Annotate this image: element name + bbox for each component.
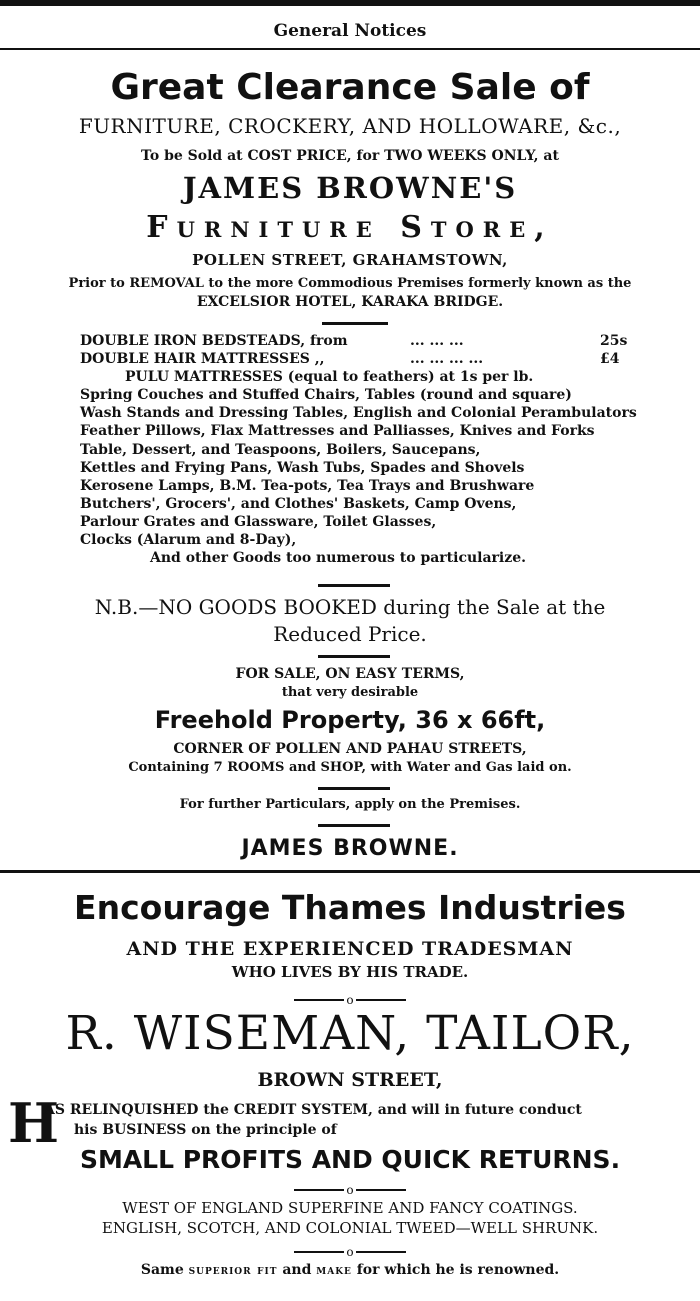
dot-leaders: ... ... ... ... xyxy=(410,351,484,368)
closing-line xyxy=(0,1260,700,1281)
pulu-line: PULU MATTRESSES (equal to feathers) at 1s per lb. xyxy=(125,369,534,386)
item-label: DOUBLE HAIR MATTRESSES ,, xyxy=(80,351,325,368)
ad-divider xyxy=(0,870,700,873)
goods-line: Table, Dessert, and Teaspoons, Boilers, Saucepans, xyxy=(80,441,481,458)
nb-line-1: N.B.—NO GOODS BOOKED during the Sale at the xyxy=(94,595,606,619)
item-label: DOUBLE IRON BEDSTEADS, from xyxy=(80,333,348,349)
price-list xyxy=(80,332,690,567)
ad2-headline: Encourage Thames Industries xyxy=(74,888,626,927)
short-rule xyxy=(318,655,390,658)
goods-line: Feather Pillows, Flax Mattresses and Palliasses, Knives and Forks xyxy=(80,423,595,440)
goods-line: Kerosene Lamps, B.M. Tea-pots, Tea Trays and Brushware xyxy=(80,477,535,494)
goods-line: Parlour Grates and Glassware, Toilet Glasses, xyxy=(80,513,437,530)
short-rule xyxy=(318,787,390,790)
tailor-street: BROWN STREET, xyxy=(257,1069,443,1091)
closing-text-3: for which he is renowned. xyxy=(356,1262,560,1278)
goods-line: Kettles and Frying Pans, Wash Tubs, Spades and Shovels xyxy=(80,459,525,476)
closing-text-1: Same xyxy=(140,1262,184,1278)
short-rule xyxy=(318,584,390,587)
sale-terms: FOR SALE, ON EASY TERMS, xyxy=(235,666,465,682)
ad1-subhead: FURNITURE, CROCKERY, AND HOLLOWARE, &c., xyxy=(78,114,622,138)
drop-cap: H xyxy=(8,1091,60,1155)
goods-line: Butchers', Grocers', and Clothes' Baskets, Camp Ovens, xyxy=(80,495,517,512)
tweed-line: ENGLISH, SCOTCH, AND COLONIAL TWEED—WELL SHRUNK. xyxy=(101,1219,599,1237)
price-item xyxy=(80,332,690,350)
o-separator-mark: o xyxy=(346,1244,354,1259)
dot-leaders: ... ... ... xyxy=(410,333,464,349)
ad1-address: POLLEN STREET, GRAHAMSTOWN, xyxy=(192,251,508,269)
corner-line: CORNER OF POLLEN AND PAHAU STREETS, xyxy=(173,741,527,757)
price-item xyxy=(80,350,690,368)
tailor-body-2: his BUSINESS on the principle of xyxy=(74,1122,337,1138)
short-rule xyxy=(322,322,388,325)
ad1-signature: JAMES BROWNE. xyxy=(241,836,459,861)
tailor-name: R. WISEMAN, TAILOR, xyxy=(65,1006,635,1061)
ad2-line-1: AND THE EXPERIENCED TRADESMAN xyxy=(126,938,574,960)
ad1-terms: To be Sold at COST PRICE, for TWO WEEKS ONLY, at xyxy=(141,148,559,164)
header-rule xyxy=(0,48,700,50)
closing-superior-fit: superior fit xyxy=(188,1263,278,1278)
nb-line-2: Reduced Price. xyxy=(273,622,427,646)
closing-text-2: and xyxy=(282,1262,312,1278)
item-price: £4 xyxy=(600,351,620,368)
ad1-owner: JAMES BROWNE'S xyxy=(182,171,518,205)
section-title: General Notices xyxy=(273,21,427,41)
ad1-headline: Great Clearance Sale of xyxy=(110,67,590,108)
containing-line: Containing 7 ROOMS and SHOP, with Water and Gas laid on. xyxy=(128,760,572,775)
particulars-line: For further Particulars, apply on the Premises. xyxy=(179,797,521,812)
goods-line: Spring Couches and Stuffed Chairs, Tables (round and square) xyxy=(80,387,572,404)
property-line: Freehold Property, 36 x 66ft, xyxy=(154,706,546,734)
ad1-removal-1: Prior to REMOVAL to the more Commodious Premises formerly known as the xyxy=(68,276,632,291)
top-rule xyxy=(0,0,700,6)
goods-line: Clocks (Alarum and 8-Day), xyxy=(80,532,297,549)
ad1-store: Furniture Store, xyxy=(146,210,554,245)
ad1-removal-2: EXCELSIOR HOTEL, KARAKA BRIDGE. xyxy=(196,294,504,310)
o-separator-mark: o xyxy=(346,1182,354,1197)
closing-make: make xyxy=(316,1263,352,1278)
desirable-line: that very desirable xyxy=(281,685,419,700)
tailor-body-1: AS RELINQUISHED the CREDIT SYSTEM, and will in future conduct xyxy=(44,1102,582,1118)
item-price: 25s xyxy=(600,333,628,349)
coatings-line: WEST OF ENGLAND SUPERFINE AND FANCY COATINGS. xyxy=(122,1199,578,1217)
ad2-line-2: WHO LIVES BY HIS TRADE. xyxy=(231,963,469,981)
o-separator xyxy=(0,1244,700,1259)
o-separator-mark: o xyxy=(346,992,354,1007)
tailor-motto: SMALL PROFITS AND QUICK RETURNS. xyxy=(79,1145,621,1174)
short-rule xyxy=(318,824,390,827)
goods-line: Wash Stands and Dressing Tables, English and Colonial Perambulators xyxy=(80,405,637,422)
o-separator xyxy=(0,1182,700,1197)
other-goods-line: And other Goods too numerous to particularize. xyxy=(150,550,526,567)
